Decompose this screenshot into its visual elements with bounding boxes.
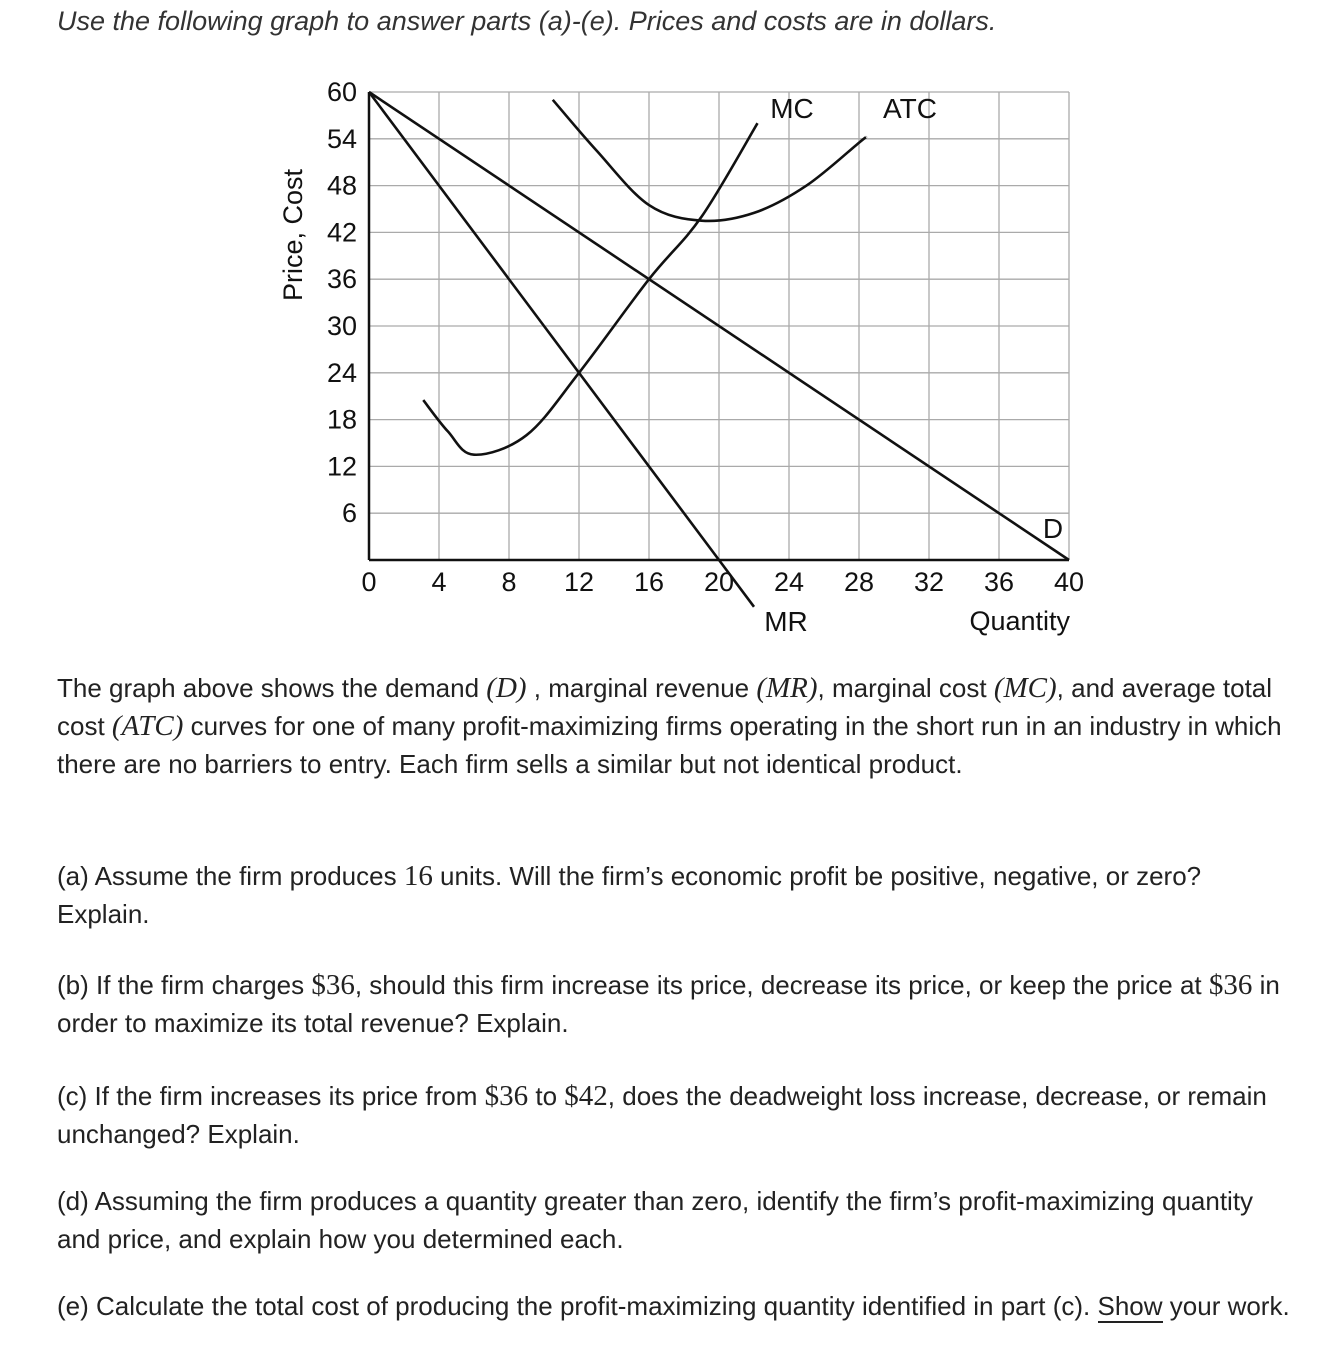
y-tick-42: 42 (326, 217, 357, 248)
graph-description (57, 669, 1297, 783)
intro-text: Use the following graph to answer parts (a)-(e). Prices and costs are in dollars. (57, 6, 997, 36)
y-tick-30: 30 (326, 311, 357, 341)
x-tick-40: 40 (1053, 567, 1085, 597)
x-axis-label: Quantity (969, 606, 1070, 636)
question-b-value-1: $36 (311, 969, 355, 1001)
mr-label: MR (764, 606, 808, 637)
question-b (57, 966, 1297, 1042)
x-tick-8: 8 (501, 567, 517, 597)
question-a-text-2: units. Will the firm’s economic profit be positive, negative, or zero? Explain. (57, 861, 1202, 929)
question-b-text-1: (b) If the firm charges (57, 970, 312, 1000)
question-b-text-2: , should this firm increase its price, decrease its price, or keep the price at (354, 970, 1209, 1000)
desc-text-2: , marginal revenue (526, 673, 757, 703)
question-e-text-1: (e) Calculate the total cost of producing the profit-maximizing quantity identified in part (c). (57, 1291, 1098, 1321)
question-b-value-2: $36 (1208, 969, 1253, 1001)
y-tick-12: 12 (326, 451, 357, 482)
question-e-text-2: your work. (1162, 1291, 1290, 1321)
math-mc: (MC) (993, 672, 1057, 704)
y-tick-48: 48 (326, 170, 357, 201)
cost-revenue-chart (260, 60, 1100, 650)
x-tick-0: 0 (361, 567, 377, 597)
x-tick-4: 4 (431, 567, 447, 597)
question-a-text-1: (a) Assume the firm produces (57, 861, 404, 891)
x-tick-32: 32 (913, 567, 945, 597)
y-tick-36: 36 (326, 264, 357, 295)
desc-text-4: , and average total cost (57, 673, 1273, 741)
atc-label: ATC (883, 93, 937, 124)
x-tick-24: 24 (773, 567, 805, 597)
math-d: (D) (486, 672, 527, 704)
mc-label: MC (770, 93, 814, 124)
mr-curve (369, 92, 754, 607)
tick-labels (327, 77, 1084, 597)
question-d: (d) Assuming the firm produces a quantity greater than zero, identify the firm’s profit-maximizing quantity and price, and explain how you determined each. (57, 1186, 1254, 1254)
question-c-text-2: to (528, 1081, 565, 1111)
question-a (57, 857, 1297, 933)
y-tick-60: 60 (326, 77, 357, 107)
desc-text-1: The graph above shows the demand (57, 673, 487, 703)
x-tick-36: 36 (983, 567, 1015, 597)
y-tick-54: 54 (326, 123, 357, 154)
question-b-text-3: in order to maximize its total revenue? Explain. (57, 970, 1280, 1038)
question-c-text-3: , does the deadweight loss increase, decrease, or remain unchanged? Explain. (57, 1081, 1267, 1149)
desc-text-3: , marginal cost (817, 673, 994, 703)
y-tick-18: 18 (326, 404, 357, 435)
math-mr: (MR) (756, 672, 818, 704)
y-axis-label: Price, Cost (278, 168, 308, 302)
desc-text-5: curves for one of many profit-maximizing firms operating in the short run in an industry in which there are no barriers to entry. Each firm sells a similar but not identical product. (57, 711, 1282, 779)
x-tick-12: 12 (563, 567, 595, 597)
show-link[interactable]: Show (1097, 1291, 1163, 1321)
x-tick-28: 28 (843, 567, 875, 597)
question-c (57, 1077, 1297, 1153)
question-c-text-1: (c) If the firm increases its price from (57, 1081, 485, 1111)
x-tick-16: 16 (633, 567, 665, 597)
question-e (57, 1287, 1297, 1325)
question-c-value-2: $42 (564, 1080, 608, 1112)
math-atc: (ATC) (111, 710, 184, 742)
y-tick-24: 24 (326, 357, 357, 388)
y-tick-6: 6 (341, 498, 357, 529)
curve-labels (764, 93, 1063, 637)
question-a-number: 16 (403, 860, 433, 892)
x-tick-20: 20 (703, 567, 735, 597)
d-label: D (1042, 513, 1064, 544)
question-c-value-1: $36 (484, 1080, 529, 1112)
mc-curve (423, 123, 757, 455)
